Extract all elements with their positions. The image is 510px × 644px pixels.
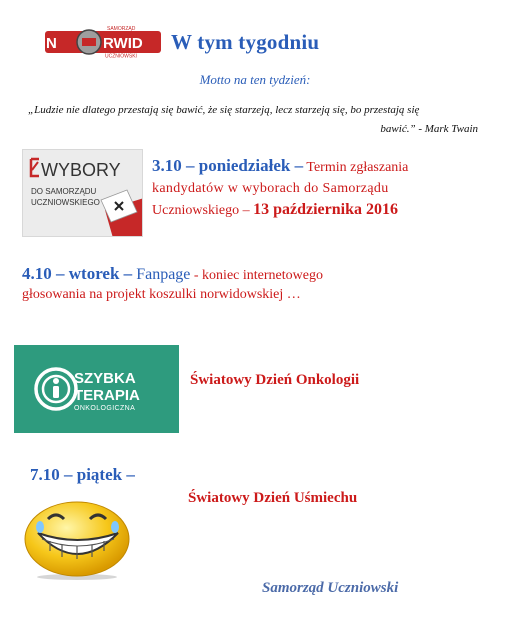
entry1-line2: kandydatów w wyborach do Samorządu [152, 181, 389, 196]
wybory-sub2: UCZNIOWSKIEGO [31, 198, 100, 207]
logo-bottom-text: UCZNIOWSKI [105, 53, 137, 58]
laughing-smiley-icon [20, 497, 135, 581]
entry2-date: 4.10 – wtorek – [22, 264, 133, 283]
wybory-image [22, 149, 143, 237]
entry2-fanpage: Fanpage [132, 266, 191, 283]
wybory-sub1: DO SAMORZĄDU [31, 187, 97, 196]
signature: Samorząd Uczniowski [262, 580, 399, 596]
entry4-event: Światowy Dzień Uśmiechu [188, 490, 358, 506]
entry2-line2: głosowania na projekt koszulki norwidowskiej … [22, 287, 301, 302]
entry1-line3 [152, 201, 398, 219]
entry1-text1: Termin zgłaszania [303, 160, 409, 175]
terapia-line1: SZYBKA [74, 370, 136, 387]
entry1-deadline: 13 października 2016 [253, 201, 398, 218]
entry2-text1: - koniec internetowego [190, 268, 323, 283]
page-title: W tym tygodniu [171, 30, 320, 54]
entry1-line1 [152, 156, 408, 176]
logo-top-text: SAMORZĄD [107, 26, 136, 32]
entry2-line1 [22, 264, 323, 284]
entry3-event: Światowy Dzień Onkologii [190, 372, 360, 388]
quote-line-1: „Ludzie nie dlatego przestają się bawić, że się starzeją, lecz starzeją się, bo przestają się [28, 104, 420, 116]
terapia-line2: TERAPIA [74, 387, 140, 404]
terapia-line3: ONKOLOGICZNA [74, 405, 136, 412]
motto-heading: Motto na ten tydzień: [199, 72, 311, 87]
logo-n-letter: N [46, 35, 57, 52]
entry1-date: 3.10 – poniedziałek – [152, 156, 304, 175]
quote-line-2: bawić.” - Mark Twain [380, 123, 478, 135]
samorzad-norwid-logo [45, 26, 161, 58]
entry4-date: 7.10 – piątek – [30, 465, 135, 484]
wybory-word: WYBORY [41, 160, 121, 180]
logo-word: RWID [103, 35, 143, 52]
entry1-text3: Uczniowskiego – [152, 203, 254, 218]
